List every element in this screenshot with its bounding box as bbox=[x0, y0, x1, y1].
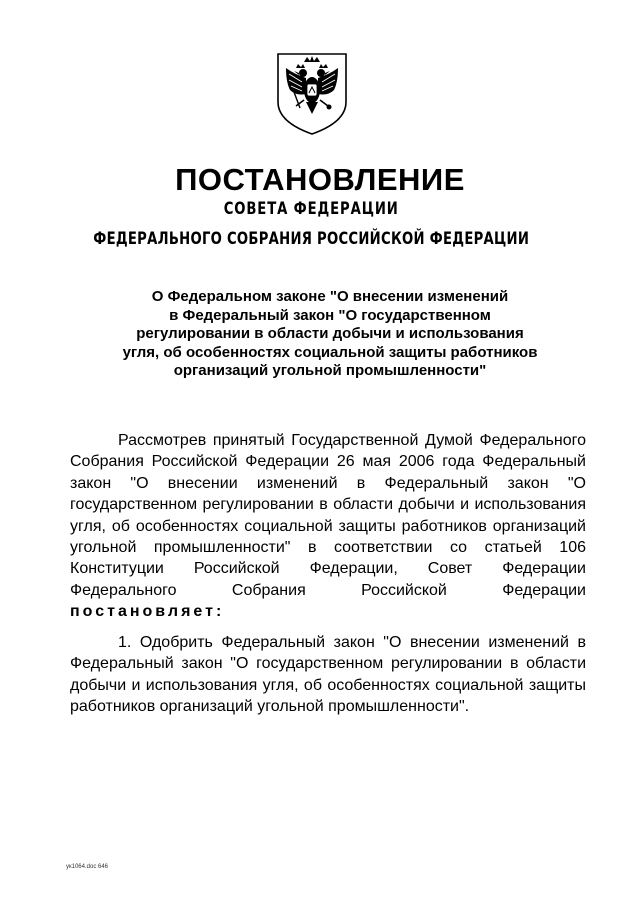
document-title: ПОСТАНОВЛЕНИЕ bbox=[175, 162, 465, 197]
subject-line: угля, об особенностях социальной защиты работников bbox=[122, 343, 538, 361]
preamble-text: Рассмотрев принятый Государственной Думой Федерального Собрания Российской Федерации 26 мая 2006 года Федеральный закон "О внесении изменений в Федеральный закон "О государственном регулировании в области добычи и использования угля, об особенностях социальной защиты работников организаций угольной промышленности" в соответствии со статьей 106 Конституции Российской Федерации, Совет Федерации Федерального Собрания Российской Федерации bbox=[70, 432, 586, 599]
issuing-body-line1: СОВЕТА ФЕДЕРАЦИИ bbox=[223, 198, 399, 219]
decree-word: постановляет: bbox=[70, 603, 225, 621]
document-code: ук1064.doc 646 bbox=[66, 864, 108, 870]
subject-line: организаций угольной промышленности" bbox=[173, 362, 487, 379]
subject-line: в Федеральный закон "О государственном bbox=[169, 306, 491, 324]
russian-coat-of-arms-icon bbox=[274, 48, 350, 136]
subject-line: О Федеральном законе "О внесении изменений bbox=[151, 288, 509, 305]
document-subject bbox=[70, 288, 590, 381]
preamble-paragraph bbox=[70, 430, 586, 623]
issuing-body-line2: ФЕДЕРАЛЬНОГО СОБРАНИЯ РОССИЙСКОЙ ФЕДЕРАЦИИ bbox=[93, 228, 530, 249]
subject-line: регулировании в области добычи и использования bbox=[136, 325, 524, 342]
resolution-item-1: 1. Одобрить Федеральный закон "О внесении изменений в Федеральный закон "О государственном регулировании в области добычи и использования угля, об особенностях социальной защиты работников организаций угольной промышленности". bbox=[70, 634, 586, 716]
